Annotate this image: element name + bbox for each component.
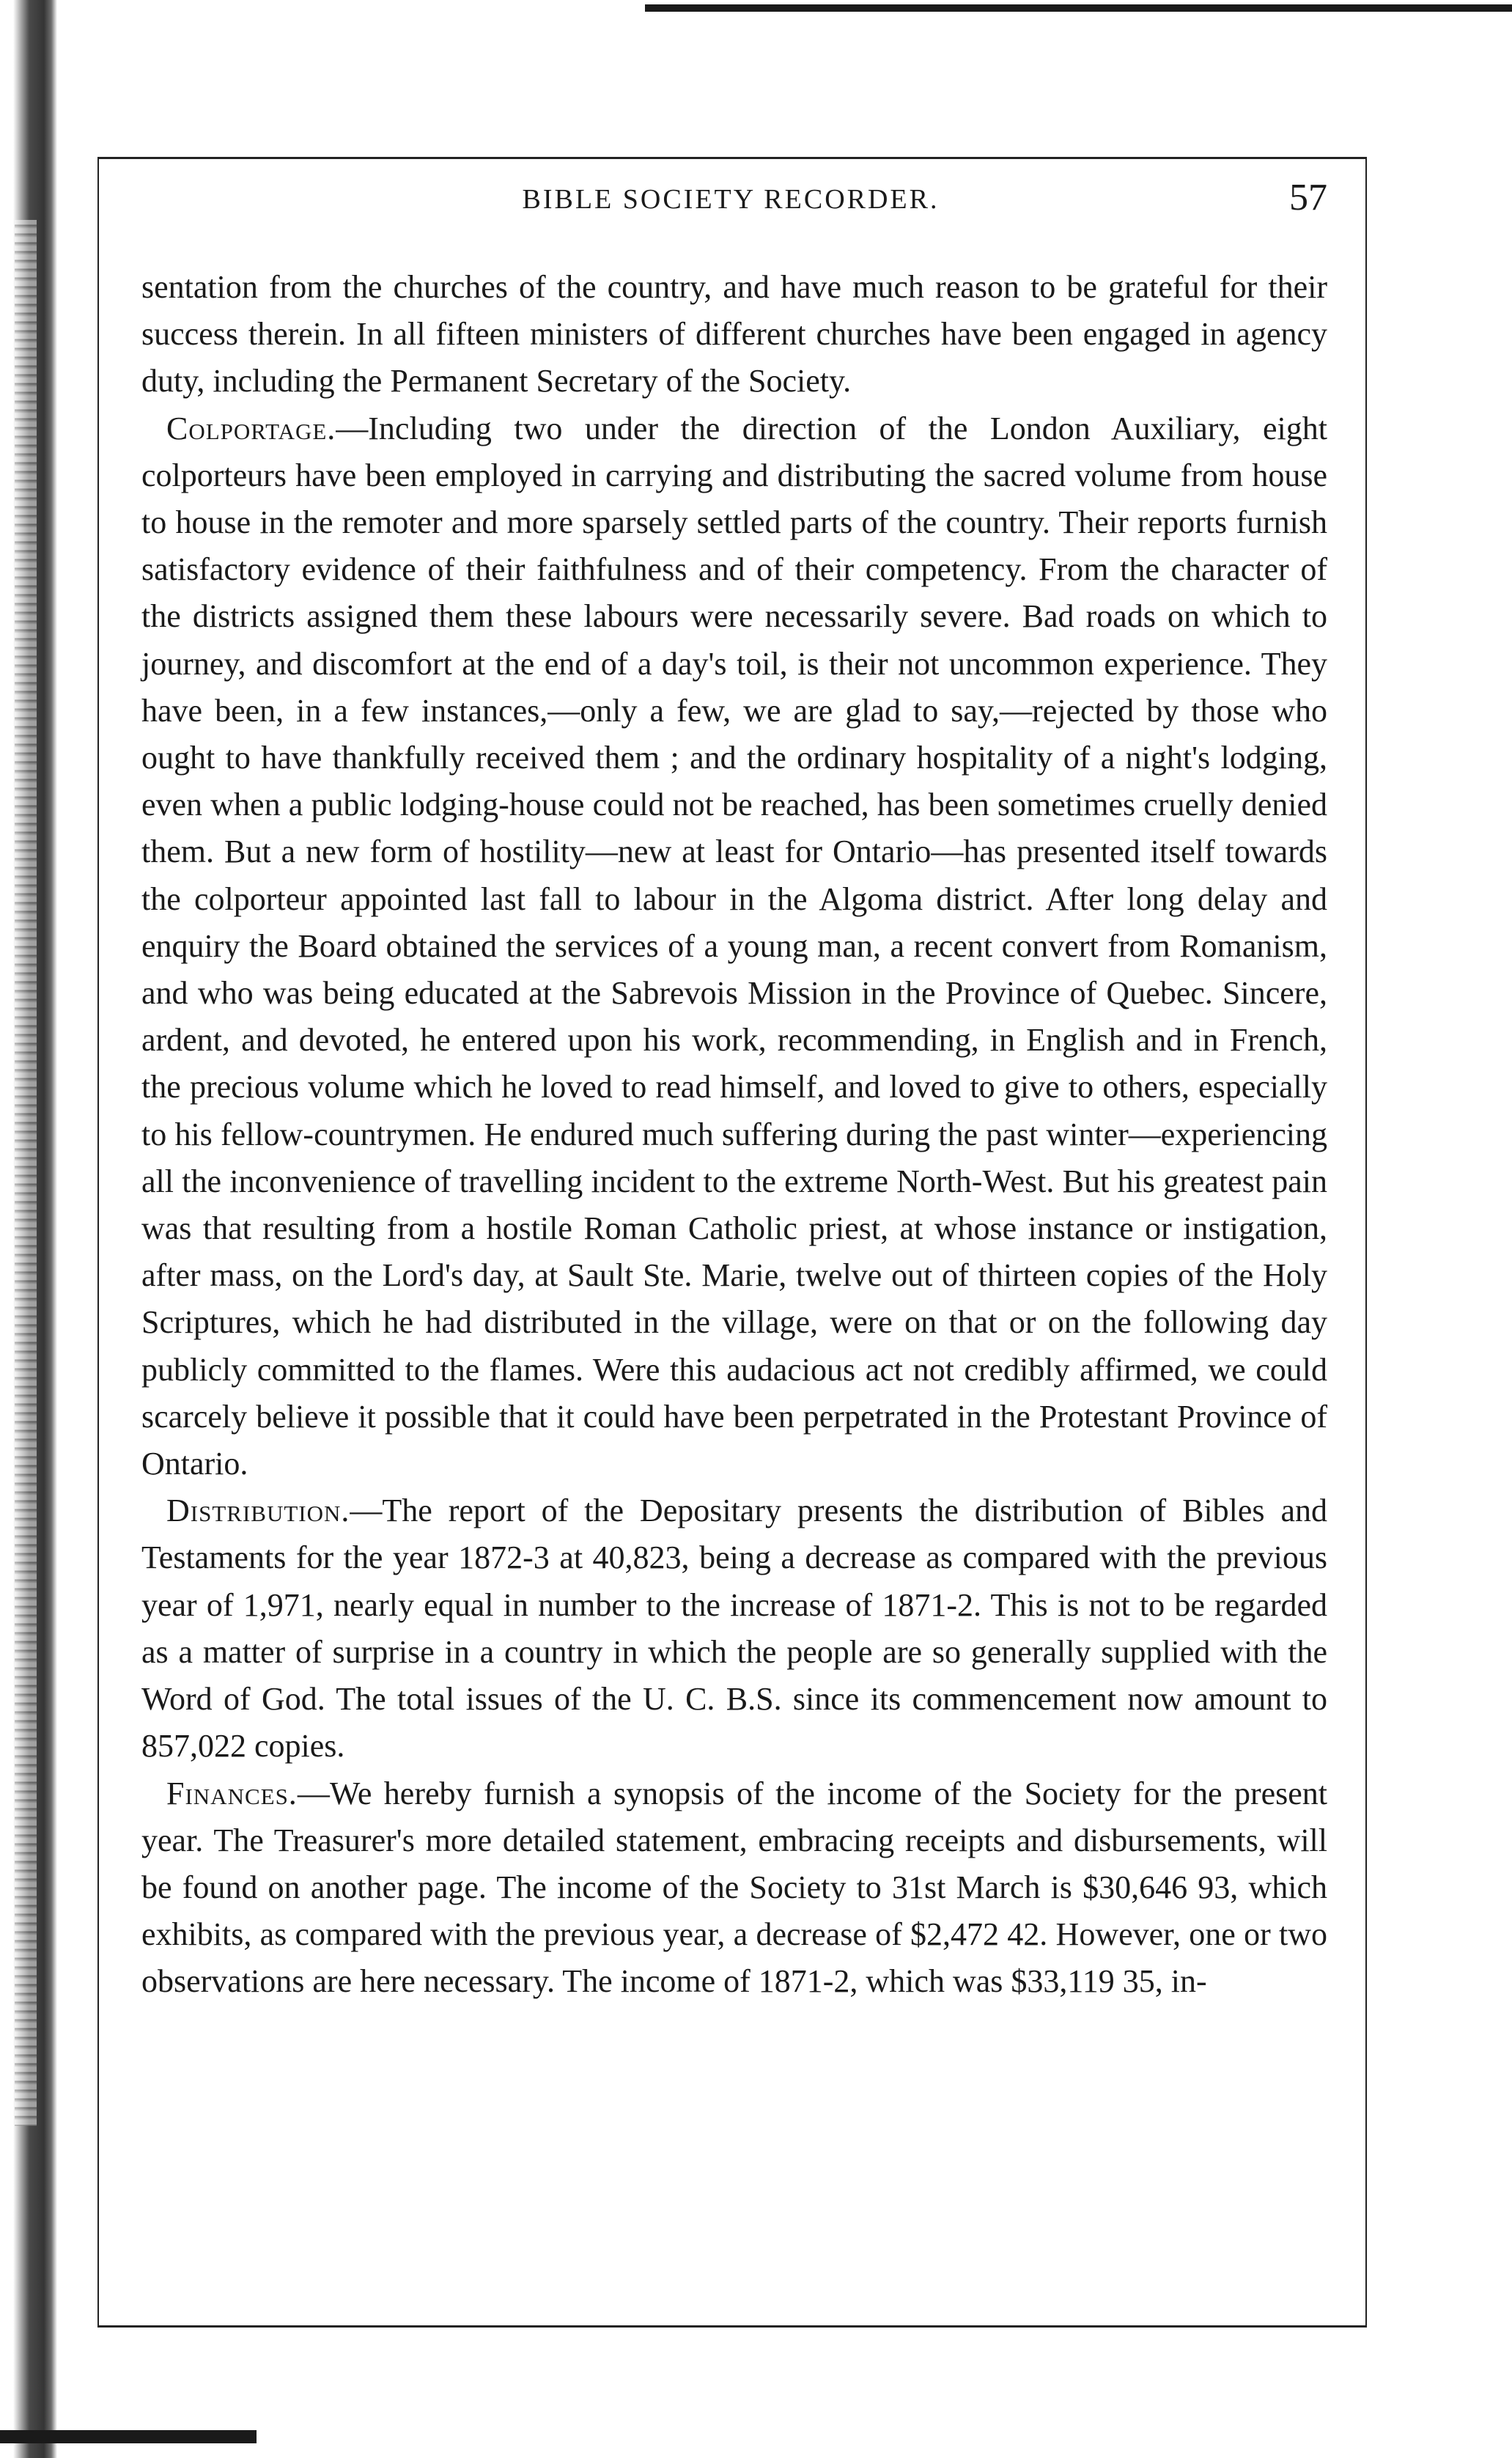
section-heading-finances: Finances.	[166, 1775, 298, 1811]
paragraph-finances	[141, 1770, 1327, 2006]
page-number: 57	[1289, 177, 1327, 218]
paragraph-text: —The report of the Depositary presents the distribution of Bibles and Testaments for the year 1872-3 at 40,823, being a decrease as compared with the previous year of 1,971, nearly equal in number to the increase of 1871-2. This is not to be regarded as a matter of surprise in a country in which the people are so generally supplied with the Word of God. The total issues of the U. C. B.S. since its commencement now amount to 857,022 copies.	[141, 1493, 1327, 1765]
scan-binding-speckle	[15, 220, 37, 2126]
section-heading-colportage: Colportage.	[166, 410, 336, 446]
paragraph-text: sentation from the churches of the country, and have much reason to be grateful for their success therein. In all fifteen ministers of different churches have been engaged in agency duty, including the Permanent Secretary of the Society.	[141, 269, 1327, 400]
running-title: BIBLE SOCIETY RECORDER.	[522, 184, 940, 215]
top-scan-rule	[645, 4, 1512, 12]
section-heading-distribution: Distribution.	[166, 1493, 350, 1529]
paragraph-text: —Including two under the direction of the London Auxiliary, eight colporteurs have been employed in carrying and distributing the sacred volume from house to house in the remoter and more sparsely settled parts of the country. Their reports furnish satisfactory evidence of their faithfulness and of their competency. From the character of the districts assigned them these labours were necessarily severe. Bad roads on which to journey, and discomfort at the end of a day's toil, is their not uncommon experience. They have been, in a few instances,—only a few, we are glad to say,—rejected by those who ought to have thankfully received them ; and the ordinary hospitality of a night's lodging, even when a public lodging-house could not be reached, has been sometimes cruelly denied them. But a new form of hostility—new at least for Ontario—has presented itself towards the colporteur appointed last fall to labour in the Algoma district. After long delay and enquiry the Board obtained the services of a young man, a recent convert from Romanism, and who was being educated at the Sabrevois Mission in the Province of Quebec. Sincere, ardent, and devoted, he entered upon his work, recommending, in English and in French, the precious volume which he loved to read himself, and loved to give to others, especially to his fellow-countrymen. He endured much suffering during the past winter—experiencing all the inconvenience of travelling incident to the extreme North-West. But his greatest pain was that resulting from a hostile Roman Catholic priest, at whose instance or instigation, after mass, on the Lord's day, at Sault Ste. Marie, twelve out of thirteen copies of the Holy Scriptures, which he had distributed in the village, were on that or on the following day publicly committed to the flames. Were this audacious act not credibly affirmed, we could scarcely believe it possible that it could have been perpetrated in the Protestant Province of Ontario.	[141, 410, 1327, 1482]
text-body	[141, 264, 1327, 2006]
paragraph-text: —We hereby furnish a synopsis of the income of the Society for the present year. The Treasurer's more detailed statement, embracing receipts and disbursements, will be found on another page. The income of the Society to 31st March is $30,646 93, which exhibits, as compared with the previous year, a decrease of $2,472 42. However, one or two observations are here necessary. The income of 1871-2, which was $33,119 35, in-	[141, 1775, 1327, 2000]
paragraph-distribution	[141, 1487, 1327, 1770]
running-head	[97, 176, 1364, 227]
bottom-scan-bar	[0, 2430, 257, 2443]
paragraph-agency-continued	[141, 264, 1327, 405]
paragraph-colportage	[141, 405, 1327, 1488]
